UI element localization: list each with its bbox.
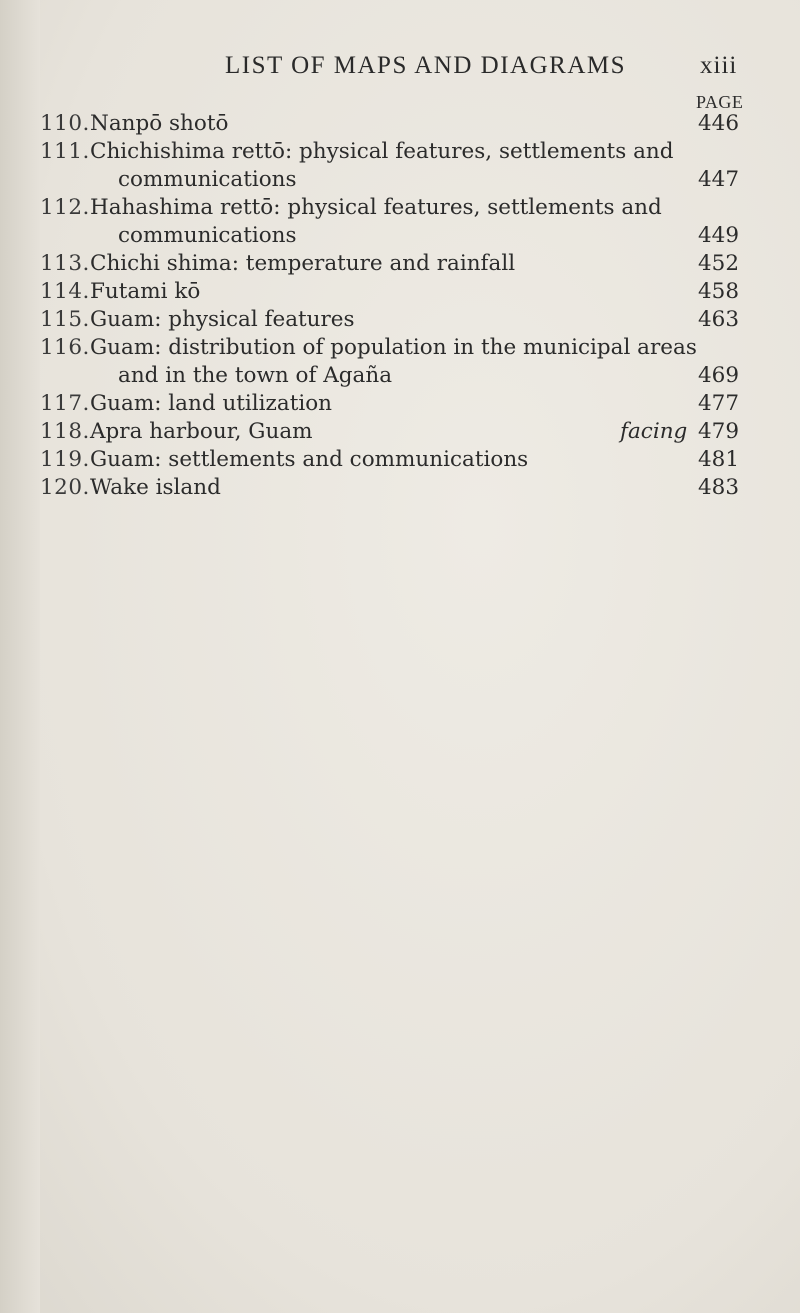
- entry-page: 477: [698, 391, 740, 416]
- page-header: [0, 52, 800, 86]
- entry-title: Apra harbour, Guam: [90, 419, 313, 444]
- entry-title: Guam: physical features: [90, 307, 355, 332]
- entry-number: 110.: [40, 111, 90, 136]
- entry-title: Guam: distribution of population in the municipal areas: [90, 335, 697, 360]
- entry-title: Guam: land utilization: [90, 391, 333, 416]
- page-column-heading: PAGE: [696, 92, 744, 112]
- entry-page: 463: [698, 307, 740, 332]
- entry-page: 446: [698, 111, 740, 136]
- entry-title: Chichishima rettō: physical features, settlements and: [90, 139, 674, 164]
- entry-number: 111.: [40, 139, 90, 164]
- entry-number: 120.: [40, 475, 90, 500]
- entry-title: Futami kō: [90, 279, 201, 304]
- entry-title-continued: communications: [118, 167, 297, 192]
- entry-page: 447: [698, 167, 740, 192]
- page-edge-shadow: [0, 0, 40, 1313]
- entry-page: 479: [698, 419, 740, 444]
- entry-number: 117.: [40, 391, 90, 416]
- entry-page: 449: [698, 223, 740, 248]
- entry-facing-label: facing: [620, 419, 688, 444]
- entry-number: 116.: [40, 335, 90, 360]
- entry-page: 483: [698, 475, 740, 500]
- page-folio: xiii: [700, 52, 738, 79]
- entry-number: 114.: [40, 279, 90, 304]
- entry-page: 481: [698, 447, 740, 472]
- entry-title-continued: communications: [118, 223, 297, 248]
- entry-title: Chichi shima: temperature and rainfall: [90, 251, 516, 276]
- entry-number: 118.: [40, 419, 90, 444]
- entry-title: Hahashima rettō: physical features, settlements and: [90, 195, 662, 220]
- entry-number: 119.: [40, 447, 90, 472]
- entry-page: 458: [698, 279, 740, 304]
- entry-title-continued: and in the town of Agaña: [118, 363, 393, 388]
- entry-number: 113.: [40, 251, 90, 276]
- entry-number: 115.: [40, 307, 90, 332]
- entry-title: Nanpō shotō: [90, 111, 229, 136]
- entry-page: 452: [698, 251, 740, 276]
- entry-page: 469: [698, 363, 740, 388]
- running-title: LIST OF MAPS AND DIAGRAMS: [225, 52, 627, 79]
- entry-number: 112.: [40, 195, 90, 220]
- entry-title: Wake island: [90, 475, 221, 500]
- entry-title: Guam: settlements and communications: [90, 447, 529, 472]
